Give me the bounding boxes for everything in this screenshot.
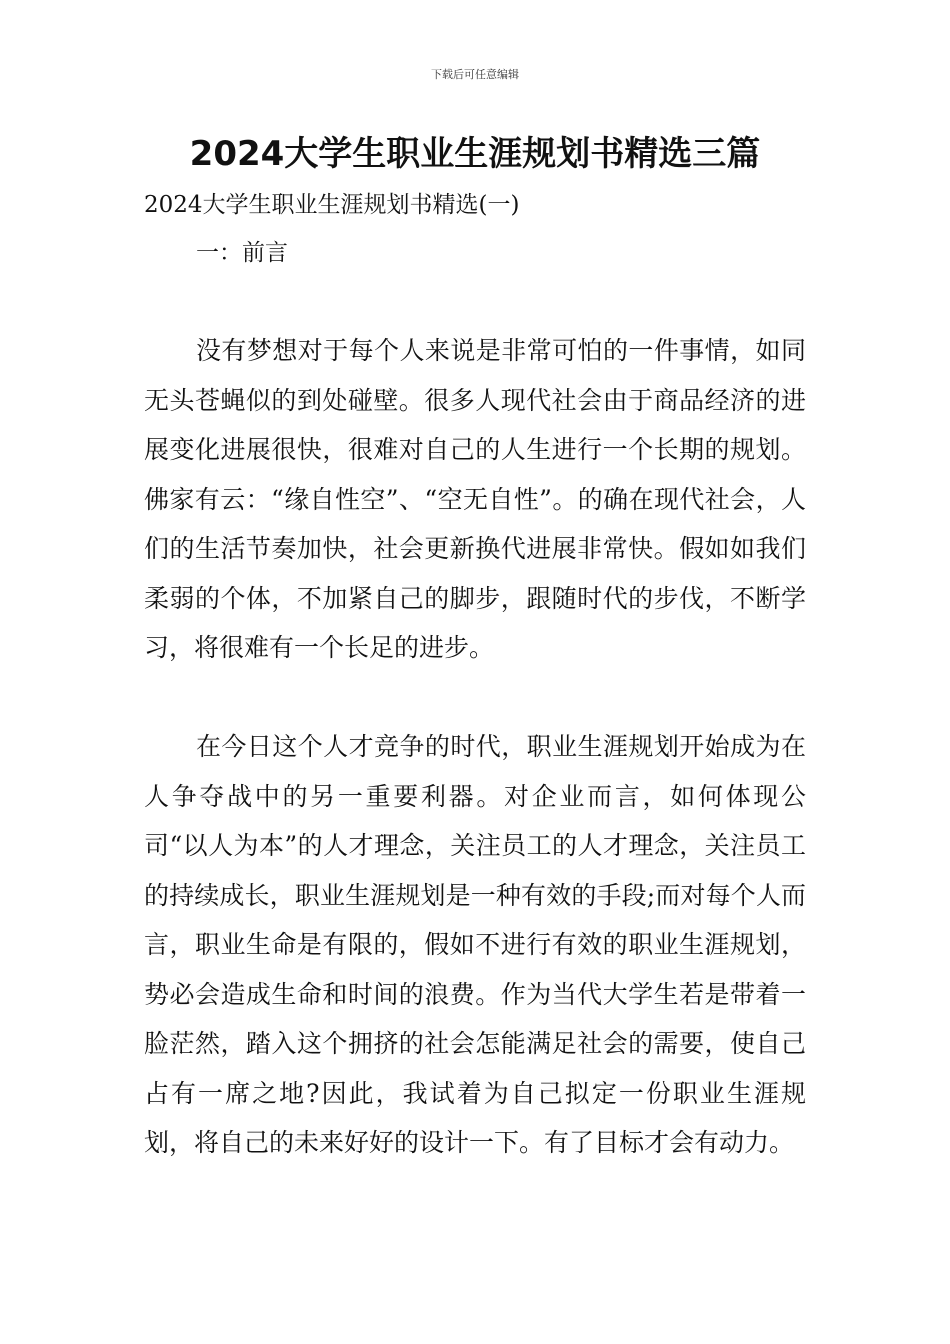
document-title: 2024大学生职业生涯规划书精选三篇 [189,134,761,174]
document-subtitle: 2024大学生职业生涯规划书精选(一) [144,192,520,218]
header-note: 下载后可任意编辑 [431,68,519,81]
paragraph: 在今日这个人才竞争的时代，职业生涯规划开始成为在人争夺战中的另一重要利器。对企业而言，如何体现公司“以人为本”的人才理念，关注员工的人才理念，关注员工的持续成长，职业生涯规划是一种有效的手段;而对每个人而言，职业生命是有限的，假如不进行有效的职业生涯规划，势必会造成生命和时间的浪费。作为当代大学生若是带着一脸茫然，踏入这个拥挤的社会怎能满足社会的需要，使自己占有一席之地?因此，我试着为自己拟定一份职业生涯规划，将自己的未来好好的设计一下。有了目标才会有动力。 [144,732,806,1157]
section-heading: 一：前言 [196,240,288,266]
paragraph: 没有梦想对于每个人来说是非常可怕的一件事情，如同无头苍蝇似的到处碰壁。很多人现代社会由于商品经济的进展变化进展很快，很难对自己的人生进行一个长期的规划。佛家有云：“缘自性空”、“空无自性”。的确在现代社会，人们的生活节奏加快，社会更新换代进展非常快。假如如我们柔弱的个体，不加紧自己的脚步，跟随时代的步伐，不断学习，将很难有一个长足的进步。 [144,336,806,662]
